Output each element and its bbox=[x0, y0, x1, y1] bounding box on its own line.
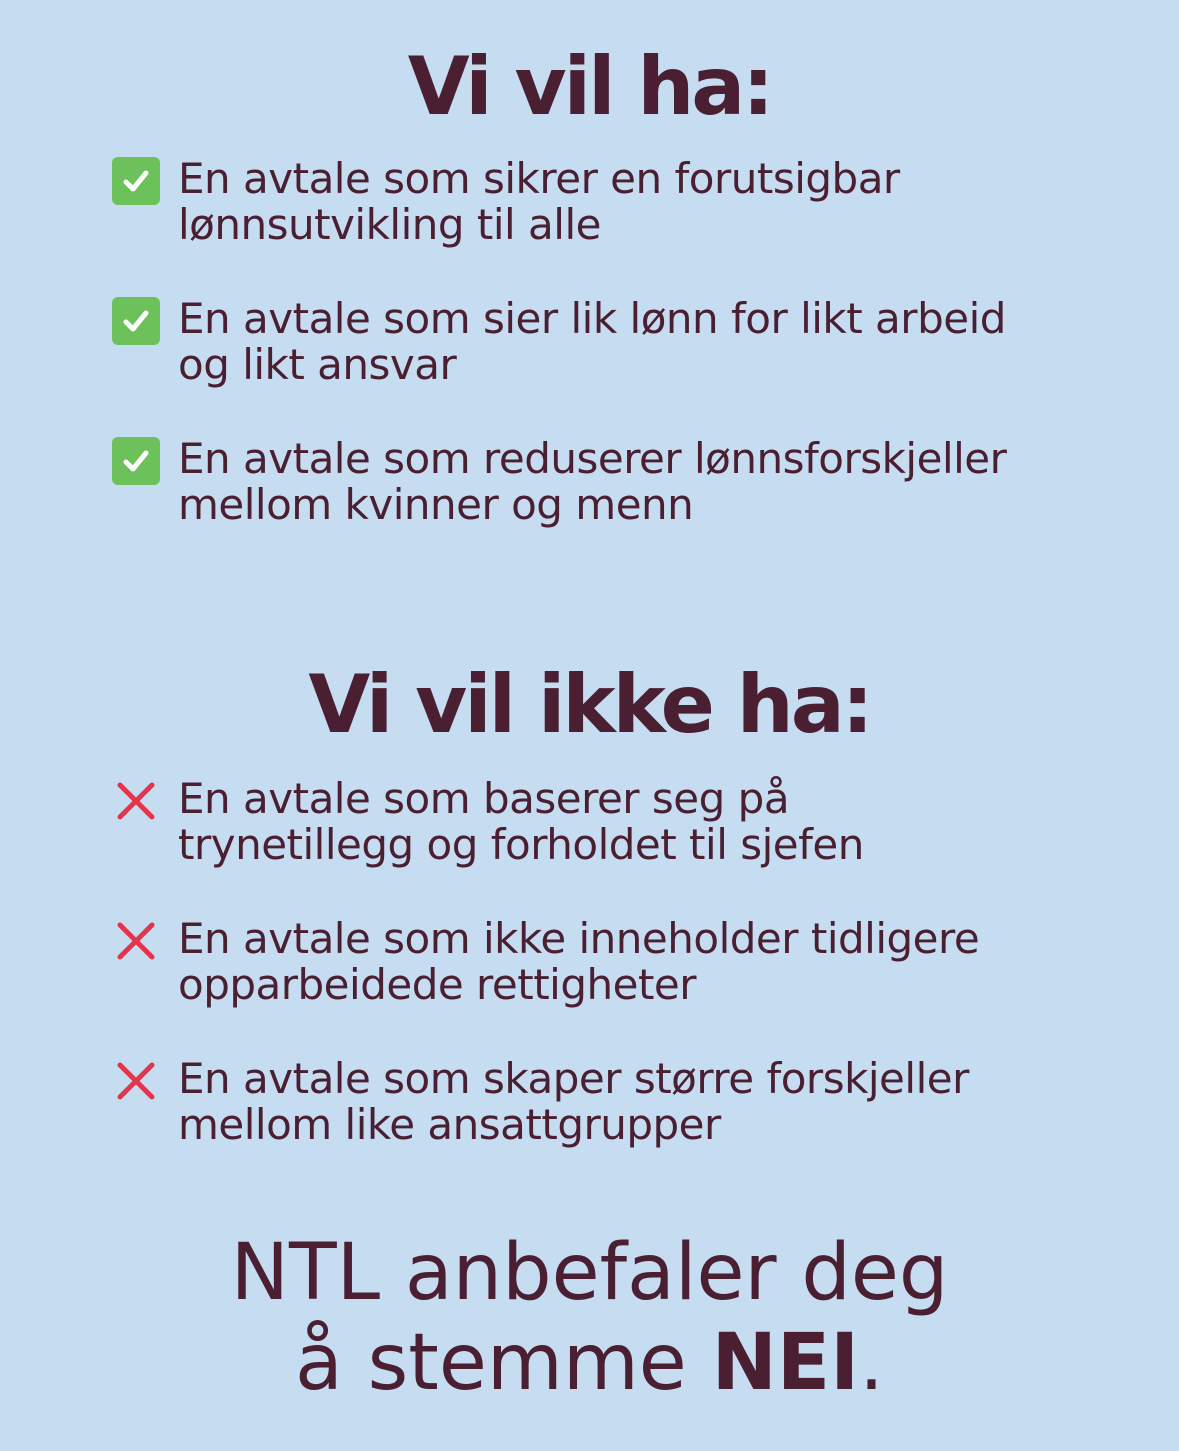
dont-want-item bbox=[112, 916, 1152, 1008]
cross-icon bbox=[112, 917, 160, 965]
dont-want-item bbox=[112, 1056, 1152, 1148]
check-icon bbox=[112, 297, 160, 345]
closing-line-2 bbox=[0, 1318, 1179, 1408]
want-item-text: En avtale som sikrer en forutsigbar lønnsutvikling til alle bbox=[178, 154, 900, 249]
closing-nei: NEI bbox=[711, 1318, 860, 1408]
closing-suffix: . bbox=[859, 1318, 884, 1408]
dont-want-item-text: En avtale som baserer seg på trynetillegg og forholdet til sjefen bbox=[178, 774, 864, 869]
dont-want-item bbox=[112, 776, 1152, 868]
closing-line-1: NTL anbefaler deg bbox=[230, 1228, 949, 1318]
dont-want-list bbox=[112, 776, 1152, 1148]
want-item bbox=[112, 296, 1152, 388]
want-item bbox=[112, 436, 1152, 528]
dont-want-heading: Vi vil ikke ha: bbox=[308, 658, 871, 751]
want-list bbox=[112, 156, 1152, 528]
want-item bbox=[112, 156, 1152, 248]
cross-icon bbox=[112, 777, 160, 825]
dont-want-item-text: En avtale som skaper større forskjeller mellom like ansattgrupper bbox=[178, 1054, 969, 1149]
cross-icon bbox=[112, 1057, 160, 1105]
check-icon bbox=[112, 157, 160, 205]
check-icon bbox=[112, 437, 160, 485]
closing-prefix: å stemme bbox=[295, 1318, 712, 1408]
want-item-text: En avtale som reduserer lønnsforskjeller mellom kvinner og menn bbox=[178, 434, 1007, 529]
want-heading: Vi vil ha: bbox=[407, 40, 772, 133]
want-item-text: En avtale som sier lik lønn for likt arbeid og likt ansvar bbox=[178, 294, 1006, 389]
dont-want-item-text: En avtale som ikke inneholder tidligere opparbeidede rettigheter bbox=[178, 914, 980, 1009]
closing-message bbox=[0, 1228, 1179, 1408]
